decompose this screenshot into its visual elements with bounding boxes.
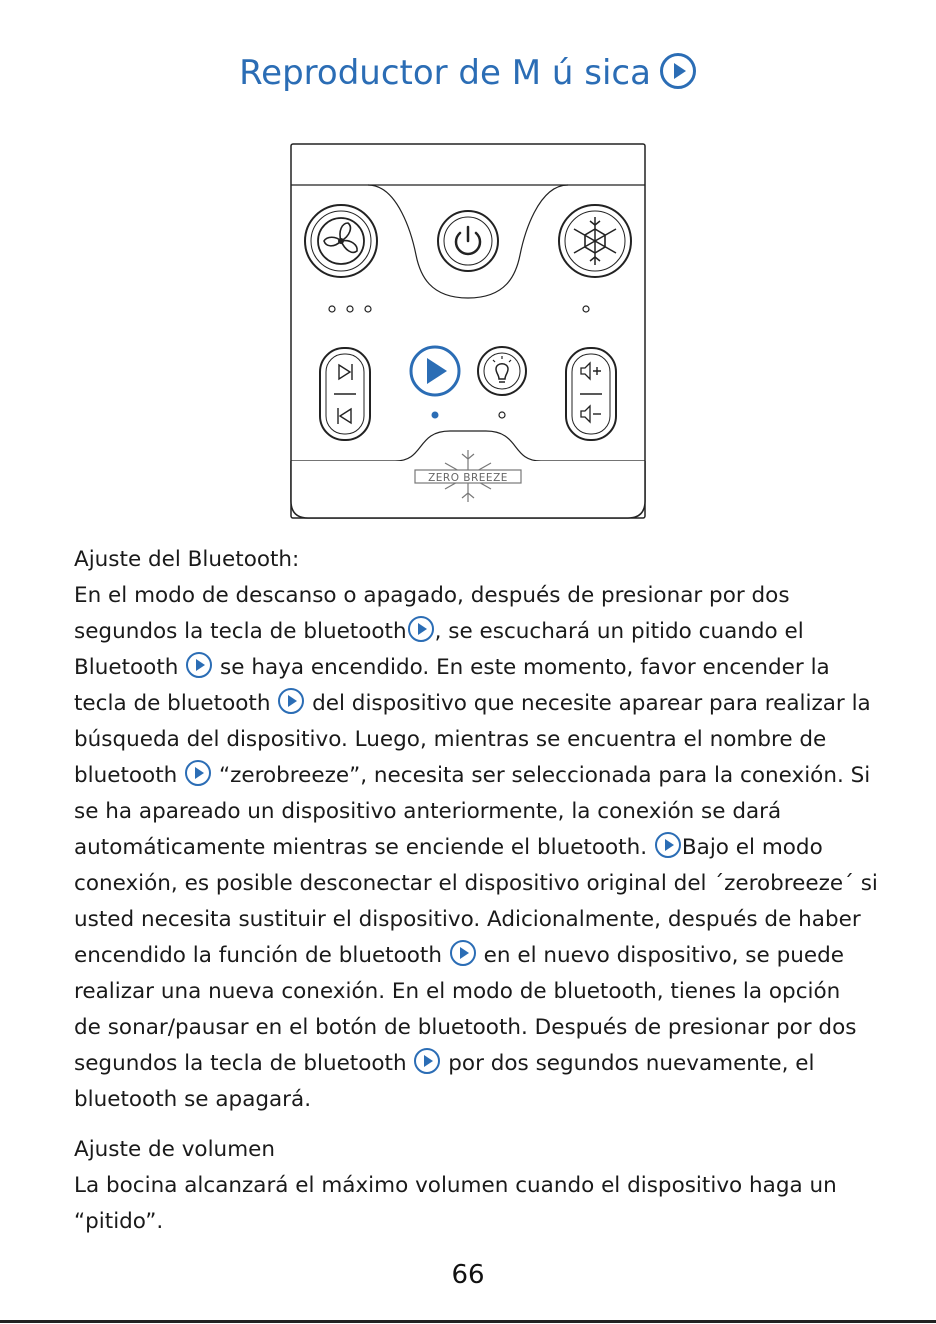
text-span: “pitido”. — [74, 1209, 164, 1234]
text-span: segundos la tecla de bluetooth — [74, 619, 407, 644]
bluetooth-play-icon — [185, 651, 213, 679]
text-span: se haya encendido. En este momento, favor encender la — [213, 655, 830, 680]
text-span: Bajo el modo — [681, 835, 823, 860]
text-line — [74, 614, 874, 650]
volume-buttons — [566, 348, 616, 440]
volume-section — [74, 1132, 874, 1240]
text-span: La bocina alcanzará el máximo volumen cuando el dispositivo haga un — [74, 1173, 837, 1198]
bluetooth-play-icon — [407, 615, 435, 643]
control-panel-illustration — [290, 143, 646, 519]
fan-button — [305, 205, 377, 277]
bluetooth-play-icon — [654, 831, 682, 859]
play-icon — [659, 52, 697, 99]
track-buttons — [320, 348, 370, 440]
text-span: usted necesita sustituir el dispositivo. Adicionalmente, después de haber — [74, 907, 861, 932]
text-line — [74, 758, 874, 794]
bottom-rule — [0, 1320, 936, 1323]
text-line — [74, 686, 874, 722]
text-line — [74, 722, 874, 758]
text-span: bluetooth se apagará. — [74, 1087, 312, 1112]
power-button — [438, 211, 498, 271]
text-line — [74, 1046, 874, 1082]
text-span: bluetooth — [74, 763, 185, 788]
text-line — [74, 578, 874, 614]
text-line — [74, 1168, 874, 1204]
bluetooth-play-button — [411, 347, 459, 395]
section-heading: Ajuste del Bluetooth: — [74, 547, 300, 572]
text-span: se ha apareado un dispositivo anteriormente, la conexión se dará — [74, 799, 782, 824]
text-span: En el modo de descanso o apagado, después de presionar por dos — [74, 583, 790, 608]
text-line — [74, 1204, 874, 1240]
text-line — [74, 794, 874, 830]
text-span: automáticamente mientras se enciende el bluetooth. — [74, 835, 654, 860]
text-line — [74, 902, 874, 938]
text-span: búsqueda del dispositivo. Luego, mientras se encuentra el nombre de — [74, 727, 827, 752]
text-span: “zerobreeze”, necesita ser seleccionada para la conexión. Si — [212, 763, 871, 788]
brand-logo-text: ZERO BREEZE — [428, 472, 508, 484]
bluetooth-play-icon — [449, 939, 477, 967]
page-title-text: Reproductor de M ú sica — [239, 53, 651, 93]
text-span: en el nuevo dispositivo, se puede — [476, 943, 844, 968]
text-span: , se escuchará un pitido cuando el — [434, 619, 804, 644]
text-span: realizar una nueva conexión. En el modo de bluetooth, tienes la opción — [74, 979, 841, 1004]
text-span: encendido la función de bluetooth — [74, 943, 449, 968]
text-line — [74, 866, 878, 902]
page-number: 66 — [451, 1260, 485, 1290]
text-line — [74, 830, 874, 866]
text-span: tecla de bluetooth — [74, 691, 278, 716]
text-span: por dos segundos nuevamente, el — [441, 1051, 815, 1076]
text-line — [74, 1082, 874, 1118]
text-span: del dispositivo que necesite aparear para realizar la — [305, 691, 871, 716]
bluetooth-play-icon — [413, 1047, 441, 1075]
snowflake-button — [559, 205, 631, 277]
section-heading: Ajuste de volumen — [74, 1137, 275, 1162]
text-span: de sonar/pausar en el botón de bluetooth. Después de presionar por dos — [74, 1015, 857, 1040]
text-span: Bluetooth — [74, 655, 186, 680]
text-line — [74, 650, 874, 686]
text-span: conexión, es posible desconectar el dispositivo original del ´zerobreeze´ si — [74, 871, 878, 896]
bluetooth-section — [74, 542, 878, 1118]
bluetooth-play-icon — [277, 687, 305, 715]
text-line — [74, 938, 874, 974]
light-button — [478, 347, 526, 395]
text-line — [74, 1010, 874, 1046]
text-span: segundos la tecla de bluetooth — [74, 1051, 414, 1076]
bluetooth-play-icon — [184, 759, 212, 787]
page-title — [0, 52, 936, 99]
text-line — [74, 974, 874, 1010]
